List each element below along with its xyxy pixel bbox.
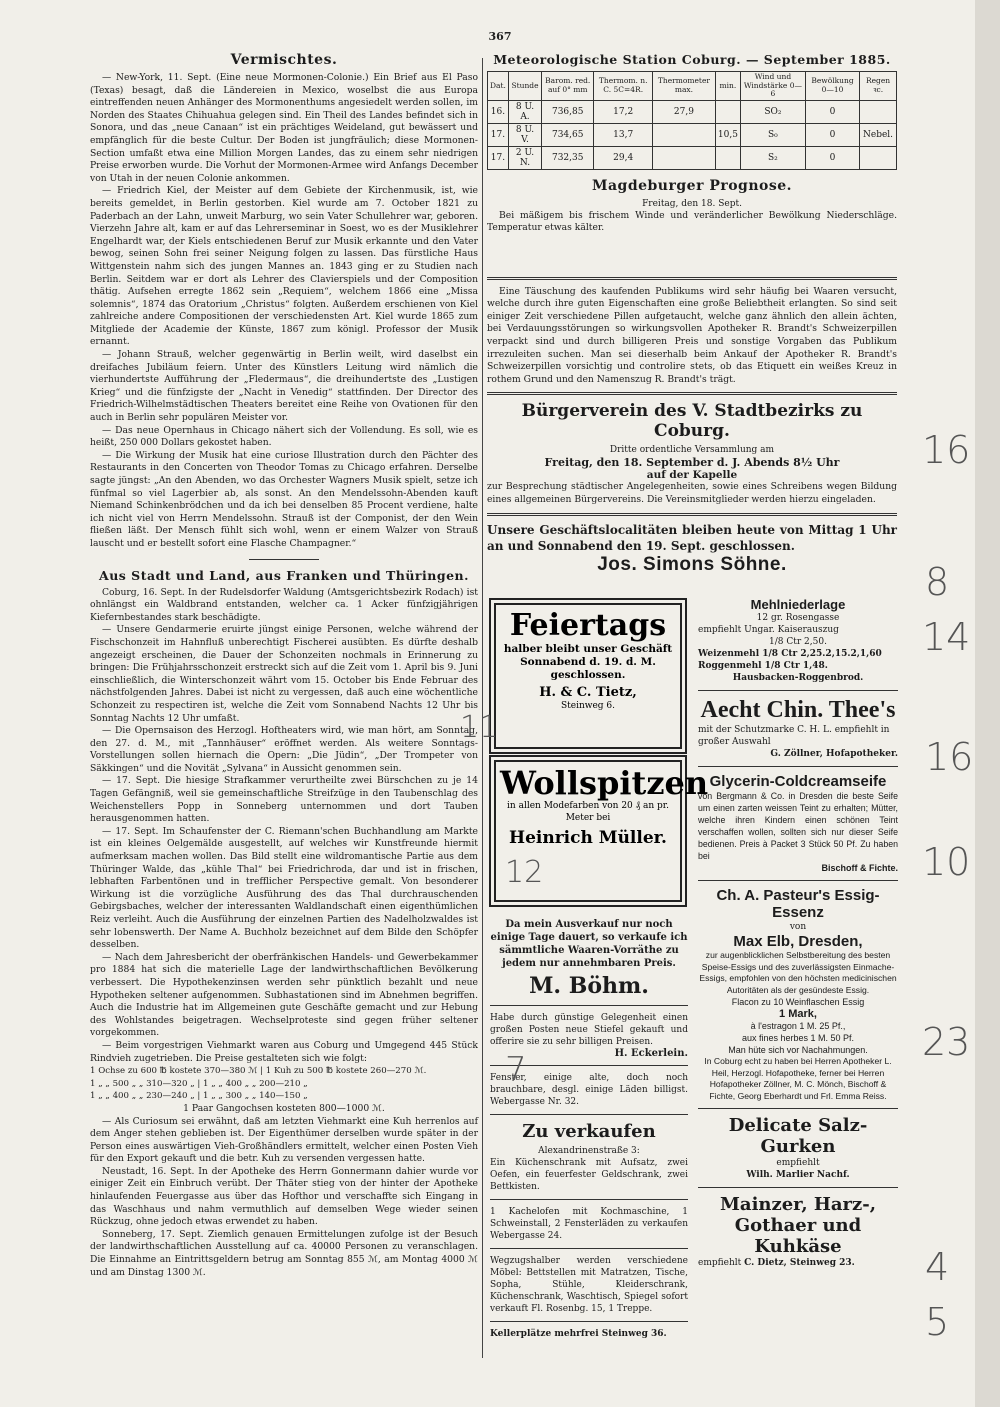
kuhkaese-firm: C. Dietz, Steinweg 23. [744,1258,855,1268]
verkaufen-title: Zu verkaufen [522,1121,656,1142]
weather-header-row [488,72,897,101]
weather-header: Thermom. n. C. 5C=4R. [594,72,653,101]
weather-cell: 17. [488,123,509,146]
scan-edge [975,0,1000,1407]
handwritten-number: 4 [925,1245,950,1289]
weather-header: Regen ꝛc. [860,72,897,101]
pasteur-price: à l'estragon 1 M. 25 Pf., [750,1021,846,1031]
weather-row [488,123,897,146]
left-column [90,50,478,1320]
kuhkaese-text: empfiehlt [698,1258,742,1268]
weather-cell [860,146,897,169]
mehl-addr: 12 gr. Rosengasse [756,613,840,623]
prognose-title: Magdeburger Prognose. [591,177,793,194]
weather-cell: Nebel. [860,123,897,146]
article-paragraph: — 17. Sept. Die hiesige Strafkammer verurtheilte zwei Bürschchen zu je 14 Tagen Gefängniß, weil sie gemeinschaftliche Streifzüge in den Taubenschlag des Weichenstellers Popp in Sonneberg unternommen und dort Tauben herausgenommen hatten. [90,775,478,825]
buergerverein-line: Dritte ordentliche Versammlung am [609,445,775,456]
prognose-text: Bei mäßigem bis frischem Winde und veränderlicher Bewölkung Niederschläge. Temperatur etwas kälter. [487,209,897,234]
column-divider [482,58,483,1358]
weather-cell: S₀ [740,123,805,146]
weather-cell [652,123,715,146]
weather-cell: 0 [805,146,859,169]
weather-table [487,71,897,170]
rule [487,392,897,395]
rule [698,766,898,767]
simons-firm: Jos. Simons Söhne. [597,553,787,575]
article-paragraph: — Die Wirkung der Musik hat eine curiose Illustration durch den Pächter des Restaurants in den Concerten von Theodor Tomas zu Chicago erfahren. Derselbe sagte jüngst: „An den Abenden, wo das Orchester Wagners Musik spielt, setze ich fünfmal so viel Lagerbier ab, als sonst. An den Mendelssohn-Abenden kauft Niemand Schinkenbrödchen und da ich bei denselben 85 Procent verdiene, halte ich nicht viel von Herrn Mendelssohn. Strauß ist der Componist, der den Wein fließen läßt. Der Mensch fühlt sich wohl, wenn er einem Walzer von Strauß lauscht und er bestellt sofort eine Flasche Champagner.“ [90,449,478,549]
rule [490,1005,688,1006]
glycerin-text: von Bergmann & Co. in Dresden die beste Seife um einen zarten weissen Teint zu erhalten; Mütter, welche ihren Kindern einen schönen Teint verschaffen wollen, sollten sich nur dieser Seife bedienen. Preis à Packet 3 Stück 50 Pf. Zu haben bei [698,791,898,861]
buergerverein-text: zur Besprechung städtischer Angelegenheiten, sowie eines Schreibens wegen Bildung eines allgemeinen Bürgervereins. Die Vereinsmitglieder werden hierzu eingeladen. [487,481,897,506]
weather-header: Thermometer max. [652,72,715,101]
weather-header: Dat. [488,72,509,101]
section-separator [249,559,319,560]
weather-cell: 2 U. N. [508,146,541,169]
weather-cell [860,100,897,123]
article-paragraph: Coburg, 16. Sept. In der Rudelsdorfer Waldung (Amtsgerichtsbezirk Rodach) ist ohnlängst ein Waldbrand entstanden, welcher ca. 1 Acker fünfzigjährigen Kiefernbestandes stark beschädigte. [90,586,478,623]
handwritten-number: 14 [922,615,971,659]
weather-cell: 736,85 [542,100,594,123]
handwritten-number: 23 [922,1020,971,1064]
rule [487,277,897,280]
rule [487,513,897,516]
kellerplaetze-ad: Kellerplätze mehrfrei Steinweg 36. [490,1329,667,1339]
article-paragraph: — Die Opernsaison des Herzogl. Hoftheaters wird, wie man hört, am Sonntag, den 27. d. M., mit „Tannhäuser“ eröffnet werden. Als weitere Sonntags-Vorstellungen sollen hiernach die Opern: „Die Jüdin“, „Der Trompeter von Säkkingen“ und die Novität „Sylvana“ in Aussicht genommen sein. [90,725,478,774]
boehm-text: Da mein Ausverkauf nur noch einige Tage dauert, so verkaufe ich sämmtliche Waaren-Vorräthe zu jedem nur annehmbaren Preis. [490,919,688,969]
moebel-ad: Wegzugshalber werden verschiedene Möbel: Bettstellen mit Matratzen, Tische, Sopha, Stühle, Kleiderschrank, Küchenschrank, Waschtisch, Spiegel sofort verkauft Fl. Rosenbg. 15, 1 Treppe. [490,1256,688,1314]
wollspitzen-firm: Heinrich Müller. [509,828,667,848]
page-number: 367 [488,30,512,43]
rule [490,1114,688,1115]
pasteur-firm: Max Elb, Dresden, [733,933,863,950]
weather-cell: 13,7 [594,123,653,146]
price-line: 1 Ochse zu 600 ℔ kostete 370—380 ℳ | 1 Kuh zu 500 ℔ kostete 260—270 ℳ. [90,1066,427,1077]
handwritten-number: 12 [505,855,544,890]
article-paragraph: — Als Curiosum sei erwähnt, daß am letzten Viehmarkt eine Kuh herrenlos auf dem Anger stehen geblieben ist. Der Eigenthümer derselben wurde später in der Person eines auswärtigen Vieh-Großhändlers ermittelt, welcher einen Posten Vieh für den Export gekauft und die betr. Kuh zu versenden vergessen hatte. [90,1115,478,1165]
thee-text: mit der Schutzmarke C. H. L. empfiehlt in großer Auswahl [698,725,890,747]
rule [490,1321,688,1322]
handwritten-number: 10 [922,840,971,884]
mehl-line: Weizenmehl 1/8 Ctr 2,25.2,15.2,1,60 [698,649,882,659]
price-line: 1 Paar Gangochsen kosteten 800—1000 ℳ. [183,1102,385,1114]
weather-cell: 17. [488,146,509,169]
weather-cell [715,146,740,169]
rule [698,690,898,691]
article-paragraph: Sonneberg, 17. Sept. Ziemlich genauen Ermittelungen zufolge ist der Besuch der landwirthschaftlichen Ausstellung auf ca. 40000 Personen zu veranschlagen. Die Einnahme an Eintrittsgeldern betrug am Sonntag 855 ℳ, am Montag 4000 ℳ und am Dinstag 1300 ℳ. [90,1228,478,1278]
handwritten-number: 16 [925,735,974,779]
handwritten-number: 11 [460,710,499,745]
pasteur-dealers: In Coburg echt zu haben bei Herren Apotheker L. Heil, Herzogl. Hofapotheke, ferner bei Herren Hofapotheker Zöllner, M. C. Mönch, Bischoff & Fichte, Georg Eberhardt und Frl. Emma Reiss. [704,1056,892,1101]
thee-firm: G. Zöllner, Hofapotheker. [770,749,898,759]
rule [490,1248,688,1249]
weather-header: Stunde [508,72,541,101]
weather-cell: 8 U. V. [508,123,541,146]
pasteur-price: Flacon zu 10 Weinflaschen Essig [731,997,865,1007]
handwritten-number: 7 [505,1050,527,1090]
rule [698,1187,898,1188]
eckerlein-firm: H. Eckerlein. [614,1048,688,1059]
feiertag-title: Feiertags [509,608,667,643]
boehm-firm: M. Böhm. [529,973,649,999]
weather-cell: 16. [488,100,509,123]
article-paragraph: — Friedrich Kiel, der Meister auf dem Gebiete der Kirchenmusik, ist, wie bereits gemeldet, in Berlin gestorben. Kiel wurde am 7. October 1821 zu Paderbach an der Lahn, unweit Marburg, wo sein Vater Schullehrer war, geboren. Vierzehn Jahre alt, kam er auf das Lehrerseminar in Soest, wo es der Musiklehrer Engelhardt war, der Kiels entschiedenen Beruf zur Musik erkannte und den Vater bewog, seinen Sohn frei seiner Neigung folgen zu lassen. Das fürstliche Haus Wittgenstein nahm sich des jungen Mannes an. 1843 ging er zu Studien nach Berlin. Seitdem war er dort als Lehrer des Clavierspiels und der Composition thätig. Aufsehen erregte 1862 sein „Requiem“, welchem 1866 eine „Missa solemnis“, 1874 das Oratorium „Christus“ folgten. Außerdem erschienen von Kiel zahlreiche andere Compositionen der verschiedensten Art. Kiel wurde 1865 zum Mitgliede der Academie der Künste, 1867 zum königl. Professor der Musik ernannt. [90,185,478,348]
gurken-title: Delicate Salz-Gurken [728,1115,868,1157]
buergerverein-line: auf der Kapelle [646,469,738,482]
weather-cell [715,100,740,123]
weather-cell [652,146,715,169]
weather-cell: 29,4 [594,146,653,169]
kachelofen-ad: 1 Kachelofen mit Kochmaschine, 1 Schweinstall, 2 Fensterläden zu verkaufen Webergasse 24. [490,1207,688,1241]
price-line: 1 „ „ 500 „ „ 310—320 „ | 1 „ „ 400 „ „ 200—210 „ [90,1078,308,1089]
eckerlein-text: Habe durch günstige Gelegenheit einen großen Posten neue Stiefel gekauft und offerire sie zu sehr billigen Preisen. [490,1013,688,1047]
thee-title: Aecht Chin. Thee's [700,697,896,723]
kuhkaese-title: Mainzer, Harz-, Gothaer und Kuhkäse [719,1194,876,1257]
kuhkaese-line [698,1257,898,1269]
price-line: 1 „ „ 400 „ „ 230—240 „ | 1 „ „ 300 „ „ 140—150 „ [90,1091,308,1102]
ad-feiertag [489,598,687,754]
article-paragraph: — Das neue Opernhaus in Chicago nähert sich der Vollendung. Es soll, wie es heißt, 250 000 Dollars gekostet haben. [90,424,478,449]
ad-boehm [490,918,688,1340]
weather-cell: 0 [805,123,859,146]
mehl-line: Roggenmehl 1/8 Ctr 1,48. [698,661,828,671]
mehl-title: Mehlniederlage [750,597,846,612]
weather-cell: 10,5 [715,123,740,146]
weather-row [488,100,897,123]
article-paragraph: — New-York, 11. Sept. (Eine neue Mormonen-Colonie.) Ein Brief aus El Paso (Texas) besagt, daß die Ländereien in Mexico, woselbst die aus Europa eintreffenden neuen Anhänger des Mormonenthums angesiedelt werden sollen, im Norden des Staates Chihuahua gelegen sind. Ein Theil des Landes befindet sich in Sonora, und das „neue Canaan“ ist ein prächtiges Weideland, gut bewässert und empfänglich für die beste Cultur. Der Boden ist jungfräulich; diese Mormonen-Section umfaßt etwa eine Million Morgen Landes, das zu einem sehr niedrigen Preise erworben wurde. Die Vorhut der Mormonen-Armee wird Anfangs December von Utah in der neuen Colonie ankommen. [90,72,478,184]
weather-header: Bewölkung 0—10 [805,72,859,101]
glycerin-title: Glycerin-Coldcreamseife [709,773,887,790]
wollspitzen-text: in allen Modefarben von 20 ₰ an pr. Meter bei [507,801,669,823]
weather-cell: SO₂ [740,100,805,123]
weather-title: Meteorologische Station Coburg. — September 1885. [493,52,891,67]
weather-row [488,146,897,169]
article-paragraph: — 17. Sept. Im Schaufenster der C. Riemann'schen Buchhandlung am Markte ist ein kleines Oelgemälde ausgestellt, auf welches wir Kunstfreunde hiermit aufmerksam machen wollen. Das Bild stellt eine wildromantische Partie aus dem Thüringer Walde, das „kühle Thal“ bei Friedrichroda, dar und ist in frischen, lebhaften Farbentönen und in trefflicher Perspective gemalt. Von besonderer Wirkung ist die vorzügliche Ausführung des das Thal durchrauschenden Gebirgsbaches, welcher der interessanten Waldlandschaft einen eigenthümlichen Reiz verleiht. Auch die Ausführung der einzelnen Partien des Nadelholzwaldes ist sehr lobenswerth. Der Name A. Buchholz bezeichnet auf dem Bilde den Schöpfer desselben. [90,825,478,951]
mehl-line: Hausbacken-Roggenbrod. [732,673,864,683]
pasteur-von: von [789,922,807,932]
weather-cell: 734,65 [542,123,594,146]
right-ad-column [698,597,898,1269]
rule [698,1108,898,1109]
weather-header: Barom. red. auf 0° mm [542,72,594,101]
gurken-firm: Wilh. Marlier Nachf. [746,1170,850,1180]
gurken-text: empfiehlt [776,1158,820,1168]
handwritten-number: 16 [922,428,971,472]
wollspitzen-title: Wollspitzen [500,764,709,802]
weather-header: Wind und Windstärke 0—6 [740,72,805,101]
feiertag-addr: Steinweg 6. [560,701,616,711]
glycerin-firm: Bischoff & Fichte. [821,863,898,873]
buergerverein-title: Bürgerverein des V. Stadtbezirks zu Coburg. [521,401,863,442]
article-paragraph: — Unsere Gendarmerie eruirte jüngst einige Personen, welche während der Fischschonzeit im Hahnfluß unberechtigt Fischerei ausübten. Es dürfte deshalb angezeigt erscheinen, die Dauer der Schonzeiten nochmals in Erinnerung zu bringen: Die Frühjahrsschonzeit erstreckt sich auf die Zeit vom 1. April bis 9. Juni einschließlich, die Winterschonzeit währt vom 15. October bis Ende Februar des nächstfolgenden Jahres. Dabei ist nicht zu vergessen, daß auch eine wöchentliche Schonzeit zu respectiren ist, welche die Zeit vom Sonnabend Nachts 12 Uhr bis Sonntag Nachts 12 Uhr umfaßt. [90,624,478,724]
weather-header: min. [715,72,740,101]
pasteur-title: Ch. A. Pasteur's Essig-Essenz [716,887,880,921]
notice-taeuschung: Eine Täuschung des kaufenden Publikums wird sehr häufig bei Waaren versucht, welche durch ihre guten Eigenschaften eine große Beliebtheit erlangten. So sind seit einiger Zeit verschiedene Pillen aufgetaucht, welche ganz ähnlich den allein ächten, bei Verdauungsstörungen so wirkungsvollen Apotheker R. Brandt's Schweizerpillen verpackt sind und durch billigeren Preis und sonstige Vorgaben das Publikum irrezuleiten suchen. Man sei dieserhalb beim Ankauf der Apotheker R. Brandt's Schweizerpillen vorsichtig und controlire stets, ob das Etiquett ein weißes Kreuz in rothem Grund und den Namenszug R. Brandt's trägt. [487,285,897,385]
verkaufen-text: Ein Küchenschrank mit Aufsatz, zwei Oefen, ein feuerfester Geldschrank, zwei Bettkisten. [490,1158,688,1192]
fenster-ad: Fenster, einige alte, doch noch brauchbare, desgl. einige Läden billigst. Webergasse Nr. 32. [490,1073,688,1107]
buergerverein-line: Freitag, den 18. September d. J. Abends 8½ Uhr [544,456,840,470]
mehl-line: empfiehlt Ungar. Kaiserauszug [698,625,839,635]
article-paragraph: — Nach dem Jahresbericht der oberfränkischen Handels- und Gewerbekammer pro 1884 hat sich die materielle Lage der landwirthschaftlichen Bevölkerung verbessert. Die Hypothekenzinsen werden sehr pünktlich bezahlt und neue Hypotheken seltener aufgenommen. Subhastationen sind im Abnehmen begriffen. Auch die Industrie hat im Allgemeinen gute Geschäfte gemacht und zur Hebung des Wohlstandes beigetragen. Wechselproteste sind gegen früher seltener vorgekommen. [90,951,478,1039]
pasteur-warn: Man hüte sich vor Nachahmungen. [728,1045,868,1055]
weather-cell: 0 [805,100,859,123]
mehl-line: 1/8 Ctr 2,50. [769,637,827,647]
section-title-vermischtes: Vermischtes. [230,52,338,68]
handwritten-number: 8 [925,560,950,604]
weather-cell: 17,2 [594,100,653,123]
handwritten-number: 5 [925,1300,950,1344]
rule [698,880,898,881]
weather-cell: 8 U. A. [508,100,541,123]
feiertag-text: halber bleibt unser Geschäft Sonnabend d. 19. d. M. geschlossen. [503,643,673,681]
feiertag-firm: H. & C. Tietz, [539,685,637,700]
weather-cell: 27,9 [652,100,715,123]
pasteur-text: zur augenblicklichen Selbstbereitung des besten Speise-Essigs und des zuverlässigsten Einmache-Essigs, empfohlen von den höchsten medicinischen Autoritäten als der gesündeste Essig. [699,950,897,995]
rule [490,1199,688,1200]
pasteur-price: aux fines herbes 1 M. 50 Pf. [741,1033,855,1043]
weather-cell: S₂ [740,146,805,169]
simons-text: Unsere Geschäftslocalitäten bleiben heute von Mittag 1 Uhr an und Sonnabend den 19. Sept. geschlossen. [487,522,897,553]
prognose-date: Freitag, den 18. Sept. [642,198,742,209]
section-title-stadt-land: Aus Stadt und Land, aus Franken und Thüringen. [99,567,469,583]
article-paragraph: — Beim vorgestrigen Viehmarkt waren aus Coburg und Umgegend 445 Stück Rindvieh zugetrieben. Die Preise gestalteten sich wie folgt: [90,1039,478,1064]
verkaufen-addr: Alexandrinenstraße 3: [538,1146,640,1156]
article-paragraph: Neustadt, 16. Sept. In der Apotheke des Herrn Gonnermann dahier wurde vor einiger Zeit ein Einbruch verübt. Der Thäter stieg von der hinter der Apotheke hinlaufenden Feuergasse aus über das Hofthor und verschaffte sich Eingang in das Waschhaus und nahm vermuthlich auf demselben Wege wieder seinen Rückzug, ohne jedoch etwas erwendet zu haben. [90,1165,478,1228]
article-paragraph: — Johann Strauß, welcher gegenwärtig in Berlin weilt, wird daselbst ein dreifaches Jubiläum feiern. Unter des Künstlers Leitung wird nämlich die vierhundertste Aufführung der „Fledermaus“, die dreihundertste des „Lustigen Krieg“ und die fünfzigste der „Nacht in Venedig“ stattfinden. Der Director des Friedrich-Wilhelmstädtischen Theaters bereitet eine Reihe von Ovationen für den auch in Berlin sehr populären Meister vor. [90,349,478,424]
pasteur-price: 1 Mark, [779,1008,817,1020]
weather-cell: 732,35 [542,146,594,169]
